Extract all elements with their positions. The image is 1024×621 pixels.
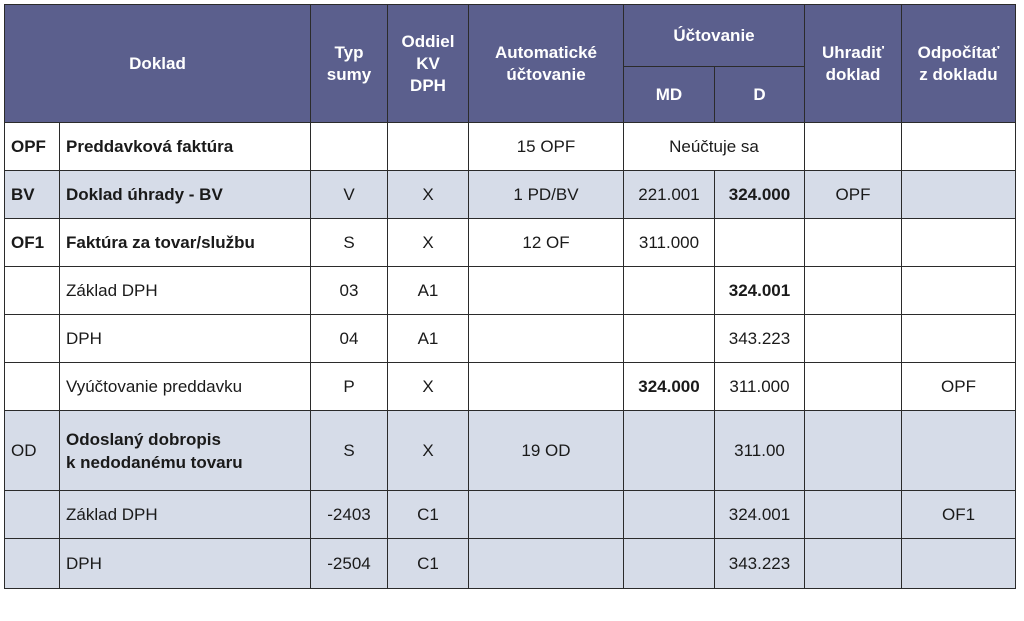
row-oddiel: X [388,363,469,411]
row-md [624,267,715,315]
row-d: 343.223 [715,539,805,589]
table-row [5,219,1016,267]
row-typ: V [311,171,388,219]
row-code: OF1 [5,219,60,267]
row-code: OD [5,411,60,491]
row-oddiel: X [388,171,469,219]
row-odpocitat: OF1 [902,491,1016,539]
row-md [624,411,715,491]
row-d: 324.000 [715,171,805,219]
table-row [5,267,1016,315]
row-oddiel: C1 [388,539,469,589]
table-row [5,123,1016,171]
row-odpocitat [902,123,1016,171]
row-typ: P [311,363,388,411]
row-typ: -2504 [311,539,388,589]
row-code [5,315,60,363]
row-name: Preddavková faktúra [60,123,311,171]
row-auto: 19 OD [469,411,624,491]
col-header-uctovanie: Účtovanie [624,5,805,67]
row-typ: S [311,219,388,267]
row-merged-uctovanie: Neúčtuje sa [624,123,805,171]
row-code [5,363,60,411]
row-name: Základ DPH [60,491,311,539]
row-code: BV [5,171,60,219]
row-code: OPF [5,123,60,171]
col-header-typ-sumy: Typ sumy [311,5,388,123]
row-code [5,539,60,589]
row-d: 343.223 [715,315,805,363]
row-d: 311.000 [715,363,805,411]
row-name: Faktúra za tovar/službu [60,219,311,267]
table-row [5,171,1016,219]
row-md: 324.000 [624,363,715,411]
row-odpocitat [902,219,1016,267]
row-auto: 1 PD/BV [469,171,624,219]
row-auto [469,363,624,411]
row-oddiel: X [388,219,469,267]
row-typ: S [311,411,388,491]
row-odpocitat [902,315,1016,363]
row-typ: 04 [311,315,388,363]
row-odpocitat [902,171,1016,219]
row-auto: 15 OPF [469,123,624,171]
row-oddiel: C1 [388,491,469,539]
row-code [5,267,60,315]
row-auto [469,267,624,315]
row-uhradit [805,315,902,363]
row-d [715,219,805,267]
row-typ: 03 [311,267,388,315]
col-header-md: MD [624,67,715,123]
table-row [5,539,1016,589]
col-header-automaticke-uctovanie: Automatické účtovanie [469,5,624,123]
row-odpocitat [902,539,1016,589]
row-oddiel: A1 [388,267,469,315]
row-name: DPH [60,539,311,589]
row-uhradit [805,363,902,411]
row-md [624,315,715,363]
row-uhradit [805,539,902,589]
row-auto: 12 OF [469,219,624,267]
accounting-table [4,4,1016,589]
row-auto [469,315,624,363]
table-row [5,411,1016,491]
row-name-line-1: Odoslaný dobropis [66,429,221,449]
row-uhradit [805,219,902,267]
row-odpocitat [902,267,1016,315]
row-name: DPH [60,315,311,363]
row-odpocitat: OPF [902,363,1016,411]
table-row [5,363,1016,411]
row-name-line-2: k nedodanému tovaru [66,452,243,472]
row-auto [469,539,624,589]
row-md [624,491,715,539]
row-typ [311,123,388,171]
row-name: Základ DPH [60,267,311,315]
row-name: Doklad úhrady - BV [60,171,311,219]
col-header-odpocitat-z-dokladu: Odpočítať z dokladu [902,5,1016,123]
row-md: 221.001 [624,171,715,219]
col-header-oddiel-kv-dph: Oddiel KV DPH [388,5,469,123]
row-auto [469,491,624,539]
col-header-d: D [715,67,805,123]
col-header-doklad: Doklad [5,5,311,123]
row-oddiel [388,123,469,171]
row-uhradit [805,491,902,539]
row-uhradit [805,123,902,171]
row-oddiel: A1 [388,315,469,363]
row-odpocitat [902,411,1016,491]
table-row [5,315,1016,363]
row-typ: -2403 [311,491,388,539]
row-d: 324.001 [715,491,805,539]
row-md: 311.000 [624,219,715,267]
row-name [60,411,311,491]
row-uhradit [805,411,902,491]
row-name: Vyúčtovanie preddavku [60,363,311,411]
row-oddiel: X [388,411,469,491]
table-row [5,491,1016,539]
col-header-uhradit-doklad: Uhradiť doklad [805,5,902,123]
row-md [624,539,715,589]
row-code [5,491,60,539]
row-uhradit: OPF [805,171,902,219]
row-d: 311.00 [715,411,805,491]
row-uhradit [805,267,902,315]
row-d: 324.001 [715,267,805,315]
